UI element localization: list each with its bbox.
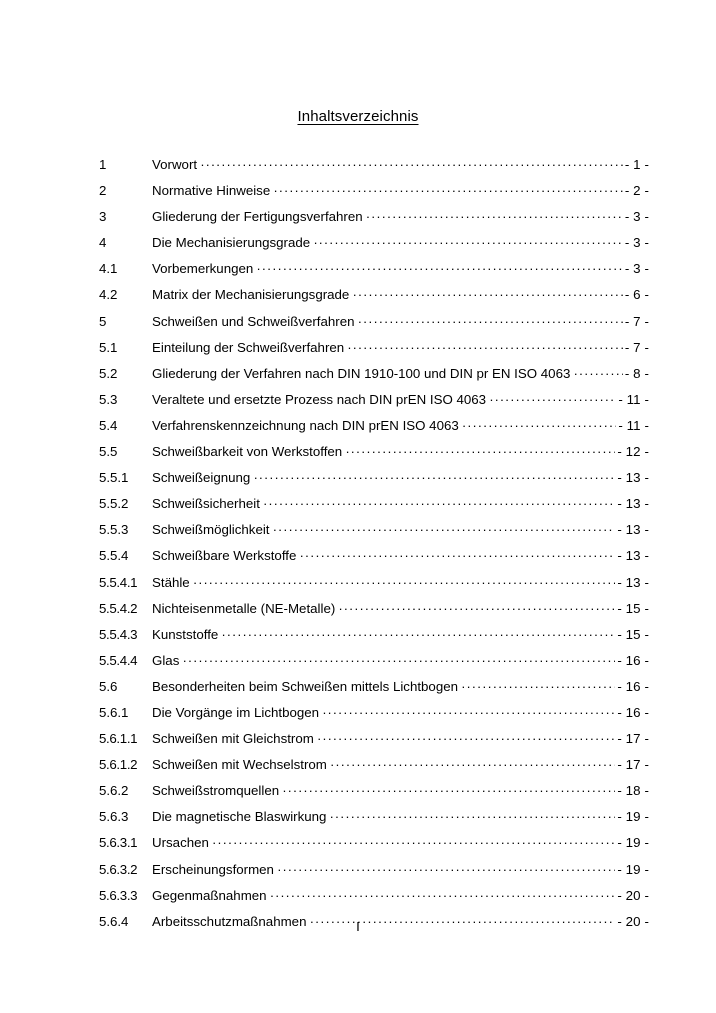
toc-entry-page-number: - 15 - [617,600,649,616]
toc-entry-number: 5.5.4.4 [99,652,138,668]
toc-entry-number: 4 [99,235,107,251]
toc-entry[interactable] [99,808,649,834]
toc-entry-label: Nichteisenmetalle (NE-Metalle) [152,600,336,616]
toc-entry-label: Schweißstromquellen [152,783,280,799]
toc-entry[interactable] [99,469,649,495]
toc-entry-label: Schweißsicherheit [152,496,260,512]
toc-entry[interactable] [99,756,649,782]
toc-entry[interactable] [99,391,649,417]
toc-entry-label: Gliederung der Fertigungsverfahren [152,209,363,225]
toc-entry[interactable] [99,156,649,182]
toc-entry-number: 5.5.4 [99,548,129,564]
toc-entry[interactable] [99,704,649,730]
toc-entry-label: Vorwort [152,157,198,172]
toc-entry-page-number: - 18 - [617,783,649,799]
toc-dot-leader [263,495,615,508]
toc-entry-page-number: - 16 - [617,678,649,694]
toc-entry-label: Die Mechanisierungsgrade [152,235,311,251]
toc-entry-number: 2 [99,183,107,199]
toc-entry-page-number: - 7 - [624,313,649,329]
table-of-contents [99,156,649,939]
toc-dot-leader [358,313,623,326]
toc-entry-number: 5.5.4.2 [99,600,138,616]
toc-entry-page-number: - 13 - [617,522,649,538]
toc-entry-number: 5.6.2 [99,783,129,799]
toc-entry-page-number: - 1 - [624,157,649,172]
toc-entry[interactable] [99,521,649,547]
toc-entry-number: 5.5.1 [99,470,129,486]
toc-entry-number: 5.2 [99,365,118,381]
toc-entry[interactable] [99,234,649,260]
toc-entry-page-number: - 19 - [617,861,649,877]
toc-dot-leader [462,678,616,691]
toc-entry-label: Die magnetische Blaswirkung [152,809,327,825]
toc-entry-label: Verfahrenskennzeichnung nach DIN prEN ISO 4063 [152,417,459,433]
toc-entry[interactable] [99,182,649,208]
toc-entry-label: Besonderheiten beim Schweißen mittels Lichtbogen [152,678,459,694]
toc-dot-leader [353,286,623,299]
toc-entry-label: Stähle [152,574,190,590]
toc-entry-number: 5.6.3 [99,809,129,825]
toc-entry-page-number: - 11 - [618,391,649,407]
toc-entry-number: 5.6 [99,678,118,694]
toc-entry-page-number: - 19 - [617,835,649,851]
toc-dot-leader [574,365,623,378]
toc-entry-label: Einteilung der Schweißverfahren [152,339,345,355]
toc-entry-label: Schweißmöglichkeit [152,522,270,538]
toc-entry-label: Normative Hinweise [152,183,271,199]
toc-dot-leader [339,600,616,613]
toc-entry-label: Schweißen mit Wechselstrom [152,757,327,773]
toc-entry-page-number: - 13 - [617,496,649,512]
toc-entry-number: 5.4 [99,417,118,433]
toc-dot-leader [201,156,623,169]
toc-entry-page-number: - 13 - [617,574,649,590]
toc-dot-leader [314,234,623,247]
toc-entry-page-number: - 11 - [618,417,649,433]
toc-entry-page-number: - 13 - [617,548,649,564]
toc-dot-leader [330,756,615,769]
toc-entry-number: 5.3 [99,391,118,407]
toc-entry-label: Die Vorgänge im Lichtbogen [152,704,320,720]
toc-entry-page-number: - 16 - [617,652,649,668]
toc-entry-number: 1 [99,157,107,172]
toc-entry[interactable] [99,730,649,756]
toc-entry-label: Glas [152,652,180,668]
toc-entry-page-number: - 2 - [624,183,649,199]
toc-dot-leader [366,208,623,221]
toc-dot-leader [193,574,615,587]
toc-dot-leader [183,652,616,665]
toc-entry[interactable] [99,574,649,600]
toc-entry-label: Schweißeignung [152,470,251,486]
toc-entry[interactable] [99,652,649,678]
toc-entry-label: Kunststoffe [152,626,219,642]
toc-entry-page-number: - 17 - [617,757,649,773]
toc-dot-leader [330,808,615,821]
toc-entry[interactable] [99,547,649,573]
toc-entry-number: 5.5.2 [99,496,129,512]
toc-entry-number: 4.1 [99,261,118,277]
toc-entry[interactable] [99,626,649,652]
toc-dot-leader [300,547,616,560]
toc-entry-page-number: - 8 - [624,365,649,381]
toc-entry[interactable] [99,443,649,469]
toc-entry[interactable] [99,365,649,391]
toc-entry[interactable] [99,495,649,521]
toc-entry-page-number: - 12 - [617,444,649,460]
toc-dot-leader [273,521,615,534]
toc-entry-label: Ursachen [152,835,209,851]
toc-entry-label: Schweißen mit Gleichstrom [152,731,314,747]
toc-dot-leader [317,730,615,743]
toc-dot-leader [348,339,623,352]
toc-entry-label: Schweißbare Werkstoffe [152,548,297,564]
toc-entry-page-number: - 7 - [624,339,649,355]
toc-entry[interactable] [99,208,649,234]
toc-entry[interactable] [99,417,649,443]
toc-entry-label: Schweißen und Schweißverfahren [152,313,355,329]
toc-entry-label: Schweißbarkeit von Werkstoffen [152,444,343,460]
toc-entry-number: 3 [99,209,107,225]
toc-entry-page-number: - 3 - [624,261,649,277]
toc-entry-number: 4.2 [99,287,118,303]
toc-entry-number: 5.5.4.3 [99,626,138,642]
toc-entry[interactable] [99,286,649,312]
toc-entry-number: 5.6.3.3 [99,887,138,903]
toc-entry[interactable] [99,782,649,808]
toc-dot-leader [257,260,623,273]
toc-entry-label: Arbeitsschutzmaßnahmen [152,913,307,929]
toc-entry-number: 5.5.4.1 [99,574,138,590]
page-title [0,107,716,127]
toc-entry-page-number: - 17 - [617,731,649,747]
toc-entry-number: 5.6.4 [99,913,129,929]
page-title-text: Inhaltsverzeichnis [297,108,419,125]
toc-entry[interactable] [99,339,649,365]
toc-entry[interactable] [99,887,649,913]
toc-entry-page-number: - 20 - [617,887,649,903]
toc-entry-page-number: - 16 - [617,704,649,720]
toc-entry[interactable] [99,600,649,626]
toc-dot-leader [283,782,616,795]
toc-entry-number: 5.6.1.2 [99,757,138,773]
toc-dot-leader [212,834,615,847]
toc-entry-number: 5.6.3.1 [99,835,138,851]
toc-entry-label: Gliederung der Verfahren nach DIN 1910-100 und DIN pr EN ISO 4063 [152,365,571,381]
toc-entry-page-number: - 15 - [617,626,649,642]
toc-dot-leader [462,417,616,430]
toc-dot-leader [274,182,623,195]
toc-dot-leader [254,469,616,482]
toc-entry-number: 5.5.3 [99,522,129,538]
toc-dot-leader [270,887,615,900]
toc-dot-leader [277,861,615,874]
toc-entry[interactable] [99,678,649,704]
toc-entry-label: Vorbemerkungen [152,261,254,277]
toc-entry-label: Erscheinungsformen [152,861,274,877]
toc-entry[interactable] [99,313,649,339]
toc-entry-number: 5.6.1.1 [99,731,138,747]
toc-entry-number: 5.6.3.2 [99,861,138,877]
toc-entry[interactable] [99,834,649,860]
toc-entry-label: Gegenmaßnahmen [152,887,267,903]
toc-entry-page-number: - 19 - [617,809,649,825]
toc-entry-page-number: - 3 - [624,235,649,251]
toc-entry-label: Matrix der Mechanisierungsgrade [152,287,350,303]
toc-entry-number: 5.5 [99,444,118,460]
toc-dot-leader [222,626,616,639]
toc-entry-page-number: - 13 - [617,470,649,486]
toc-entry-label: Veraltete und ersetzte Prozess nach DIN prEN ISO 4063 [152,391,487,407]
toc-entry-number: 5 [99,313,107,329]
toc-entry[interactable] [99,260,649,286]
toc-dot-leader [346,443,616,456]
toc-dot-leader [323,704,616,717]
toc-dot-leader [490,391,617,404]
page-folio: I [356,919,360,934]
toc-entry-page-number: - 6 - [624,287,649,303]
toc-entry-page-number: - 20 - [617,913,649,929]
toc-entry-page-number: - 3 - [624,209,649,225]
toc-entry-number: 5.6.1 [99,704,129,720]
toc-entry-number: 5.1 [99,339,118,355]
toc-entry[interactable] [99,861,649,887]
